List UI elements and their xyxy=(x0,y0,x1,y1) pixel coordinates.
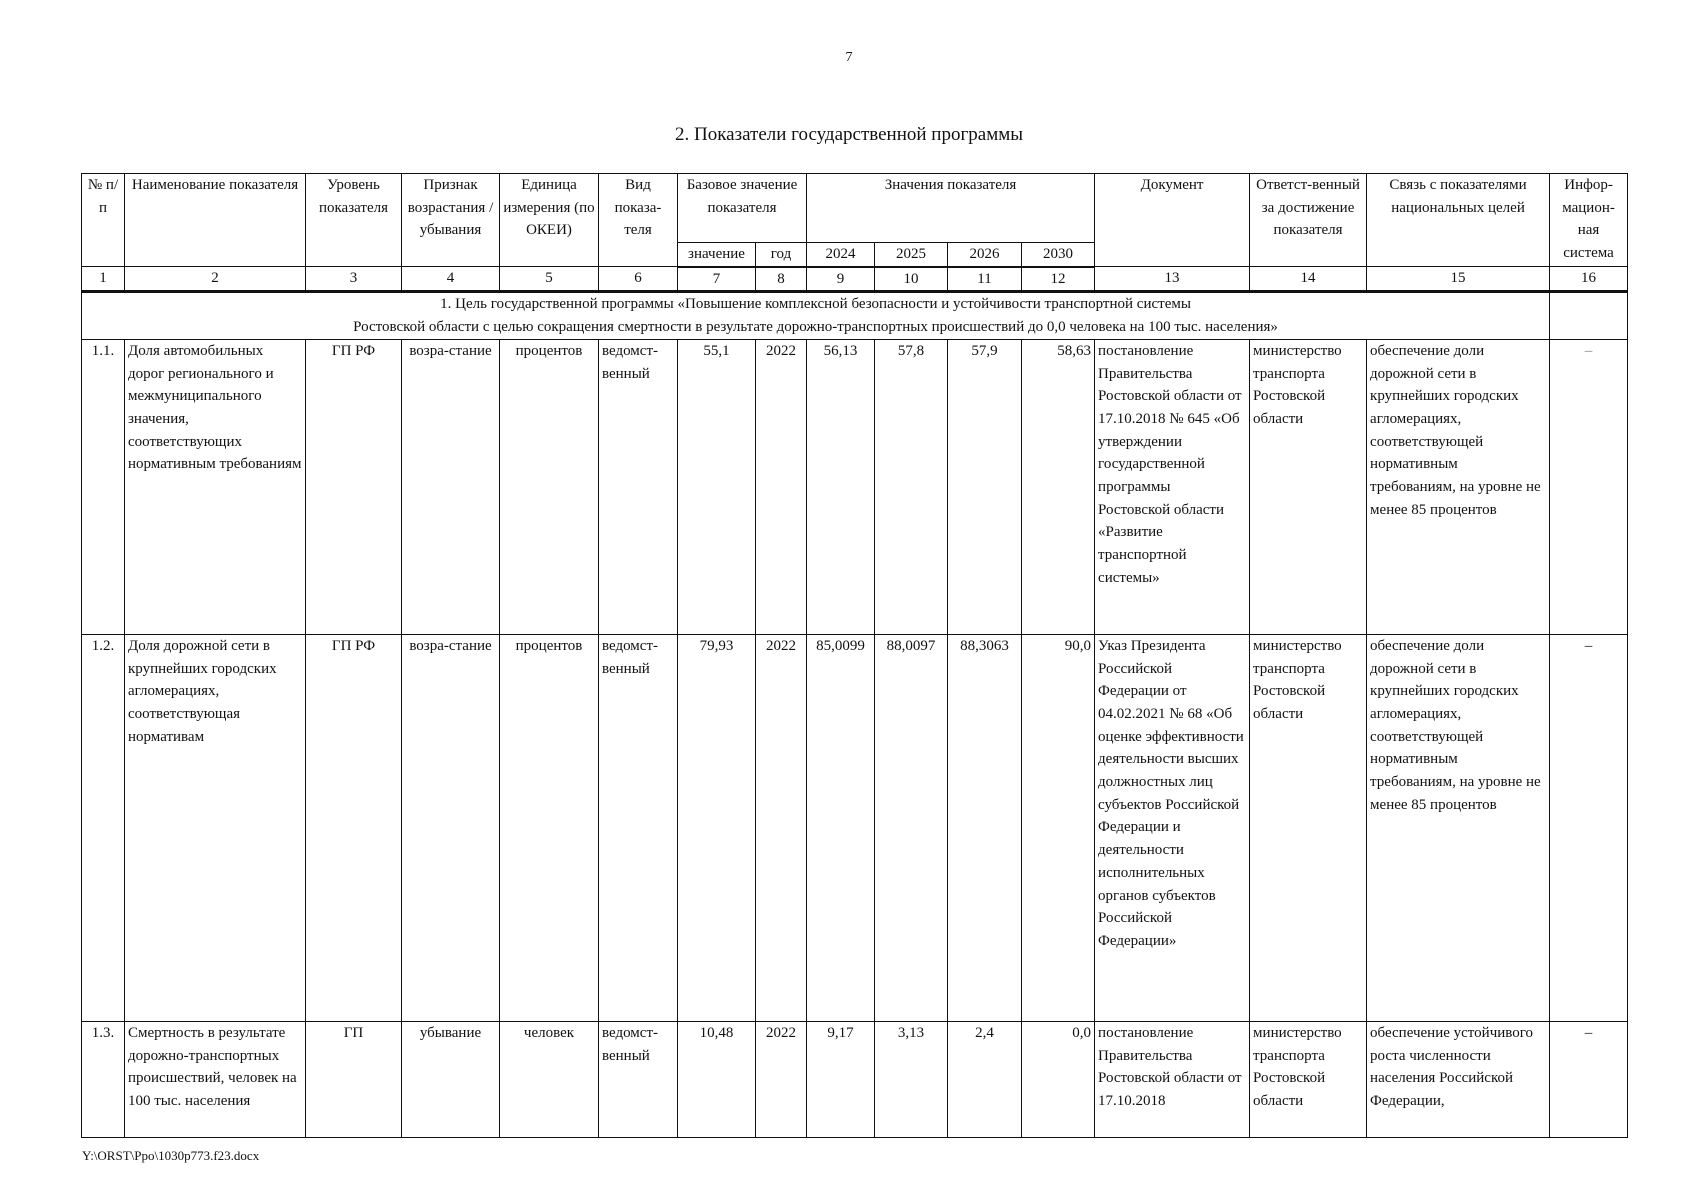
footer-file-path: Y:\ORST\Ppo\1030p773.f23.docx xyxy=(82,1148,260,1163)
row-base-year: 2022 xyxy=(756,634,807,1021)
goal-row xyxy=(82,292,1628,339)
table-row xyxy=(82,634,1628,1021)
column-number: 7 xyxy=(678,267,756,292)
row-trend: возра-стание xyxy=(402,339,500,634)
row-value-2025: 3,13 xyxy=(875,1021,948,1137)
row-name: Доля дорожной сети в крупнейших городских агломерациях, соответствующая нормативам xyxy=(125,634,306,1021)
header-base: Базовое значение показателя xyxy=(678,174,807,243)
header-base-year: год xyxy=(756,243,807,267)
row-base-value: 55,1 xyxy=(678,339,756,634)
row-level: ГП РФ xyxy=(306,634,402,1021)
row-unit: процентов xyxy=(500,634,599,1021)
row-num: 1.3. xyxy=(82,1021,125,1137)
row-value-2024: 85,0099 xyxy=(807,634,875,1021)
column-number: 6 xyxy=(599,267,678,292)
row-value-2026: 2,4 xyxy=(948,1021,1022,1137)
row-value-2026: 88,3063 xyxy=(948,634,1022,1021)
row-value-2025: 88,0097 xyxy=(875,634,948,1021)
row-responsible: министерство транспорта Ростовской области xyxy=(1250,339,1367,634)
column-number: 3 xyxy=(306,267,402,292)
row-value-2024: 9,17 xyxy=(807,1021,875,1137)
row-link: обеспечение устойчивого роста численности населения Российской Федерации, xyxy=(1367,1021,1550,1137)
column-number: 14 xyxy=(1250,267,1367,292)
header-document: Документ xyxy=(1095,174,1250,267)
column-number: 2 xyxy=(125,267,306,292)
header-row xyxy=(82,174,1628,243)
header-base-value: значение xyxy=(678,243,756,267)
row-name: Смертность в результате дорожно-транспортных происшествий, человек на 100 тыс. населения xyxy=(125,1021,306,1137)
row-value-2026: 57,9 xyxy=(948,339,1022,634)
goal-line: 1. Цель государственной программы «Повышение комплексной безопасности и устойчивости транспортной системы xyxy=(440,296,1191,313)
header-responsible: Ответст-венный за достижение показателя xyxy=(1250,174,1367,267)
header-2026: 2026 xyxy=(948,243,1022,267)
row-info: – xyxy=(1550,339,1628,634)
row-level: ГП РФ xyxy=(306,339,402,634)
row-info: – xyxy=(1550,1021,1628,1137)
page-number: 7 xyxy=(845,50,853,65)
row-type: ведомст-венный xyxy=(599,634,678,1021)
column-number: 5 xyxy=(500,267,599,292)
column-number-row xyxy=(82,267,1628,292)
header-2025: 2025 xyxy=(875,243,948,267)
header-info: Инфор-мацион-ная система xyxy=(1550,174,1628,267)
row-value-2024: 56,13 xyxy=(807,339,875,634)
row-link: обеспечение доли дорожной сети в крупнейших городских агломерациях, соответствующей нормативным требованиям, на уровне не менее 85 процентов xyxy=(1367,339,1550,634)
indicators-table xyxy=(81,173,1628,1138)
header-level: Уровень показателя xyxy=(306,174,402,267)
column-number: 4 xyxy=(402,267,500,292)
row-value-2025: 57,8 xyxy=(875,339,948,634)
row-trend: возра-стание xyxy=(402,634,500,1021)
column-number: 10 xyxy=(875,267,948,292)
column-number: 12 xyxy=(1022,267,1095,292)
row-type: ведомст-венный xyxy=(599,339,678,634)
row-num: 1.2. xyxy=(82,634,125,1021)
header-values: Значения показателя xyxy=(807,174,1095,243)
header-2030: 2030 xyxy=(1022,243,1095,267)
row-unit: процентов xyxy=(500,339,599,634)
row-type: ведомст-венный xyxy=(599,1021,678,1137)
column-number: 13 xyxy=(1095,267,1250,292)
table-row xyxy=(82,339,1628,634)
row-value-2030: 58,63 xyxy=(1022,339,1095,634)
column-number: 9 xyxy=(807,267,875,292)
goal-cell xyxy=(82,292,1550,339)
row-responsible: министерство транспорта Ростовской области xyxy=(1250,1021,1367,1137)
row-base-value: 10,48 xyxy=(678,1021,756,1137)
goal-empty-cell xyxy=(1550,292,1628,339)
table-row xyxy=(82,1021,1628,1137)
row-document: постановление Правительства Ростовской области от 17.10.2018 xyxy=(1095,1021,1250,1137)
column-number: 11 xyxy=(948,267,1022,292)
column-number: 1 xyxy=(82,267,125,292)
row-base-value: 79,93 xyxy=(678,634,756,1021)
row-info: – xyxy=(1550,634,1628,1021)
header-num: № п/п xyxy=(82,174,125,267)
row-responsible: министерство транспорта Ростовской области xyxy=(1250,634,1367,1021)
row-document: Указ Президента Российской Федерации от 04.02.2021 № 68 «Об оценке эффективности деятельности высших должностных лиц субъектов Российской Федерации и деятельности исполнительных органов субъектов Российской Федерации» xyxy=(1095,634,1250,1021)
column-number: 16 xyxy=(1550,267,1628,292)
row-value-2030: 0,0 xyxy=(1022,1021,1095,1137)
row-name: Доля автомобильных дорог регионального и межмуниципального значения, соответствующих нормативным требованиям xyxy=(125,339,306,634)
row-value-2030: 90,0 xyxy=(1022,634,1095,1021)
row-trend: убывание xyxy=(402,1021,500,1137)
column-number: 8 xyxy=(756,267,807,292)
row-base-year: 2022 xyxy=(756,1021,807,1137)
row-base-year: 2022 xyxy=(756,339,807,634)
header-type: Вид показа-теля xyxy=(599,174,678,267)
header-2024: 2024 xyxy=(807,243,875,267)
goal-line: Ростовской области с целью сокращения смертности в результате дорожно-транспортных происшествий до 0,0 человека на 100 тыс. населения» xyxy=(353,319,1278,336)
column-number: 15 xyxy=(1367,267,1550,292)
row-link: обеспечение доли дорожной сети в крупнейших городских агломерациях, соответствующей нормативным требованиям, на уровне не менее 85 процентов xyxy=(1367,634,1550,1021)
row-level: ГП xyxy=(306,1021,402,1137)
header-name: Наименование показателя xyxy=(125,174,306,267)
header-unit: Единица измерения (по ОКЕИ) xyxy=(500,174,599,267)
row-unit: человек xyxy=(500,1021,599,1137)
header-trend: Признак возрастания / убывания xyxy=(402,174,500,267)
row-num: 1.1. xyxy=(82,339,125,634)
header-link: Связь с показателями национальных целей xyxy=(1367,174,1550,267)
row-document: постановление Правительства Ростовской области от 17.10.2018 № 645 «Об утверждении государственной программы Ростовской области «Развитие транспортной системы» xyxy=(1095,339,1250,634)
page-title: 2. Показатели государственной программы xyxy=(674,124,1024,145)
